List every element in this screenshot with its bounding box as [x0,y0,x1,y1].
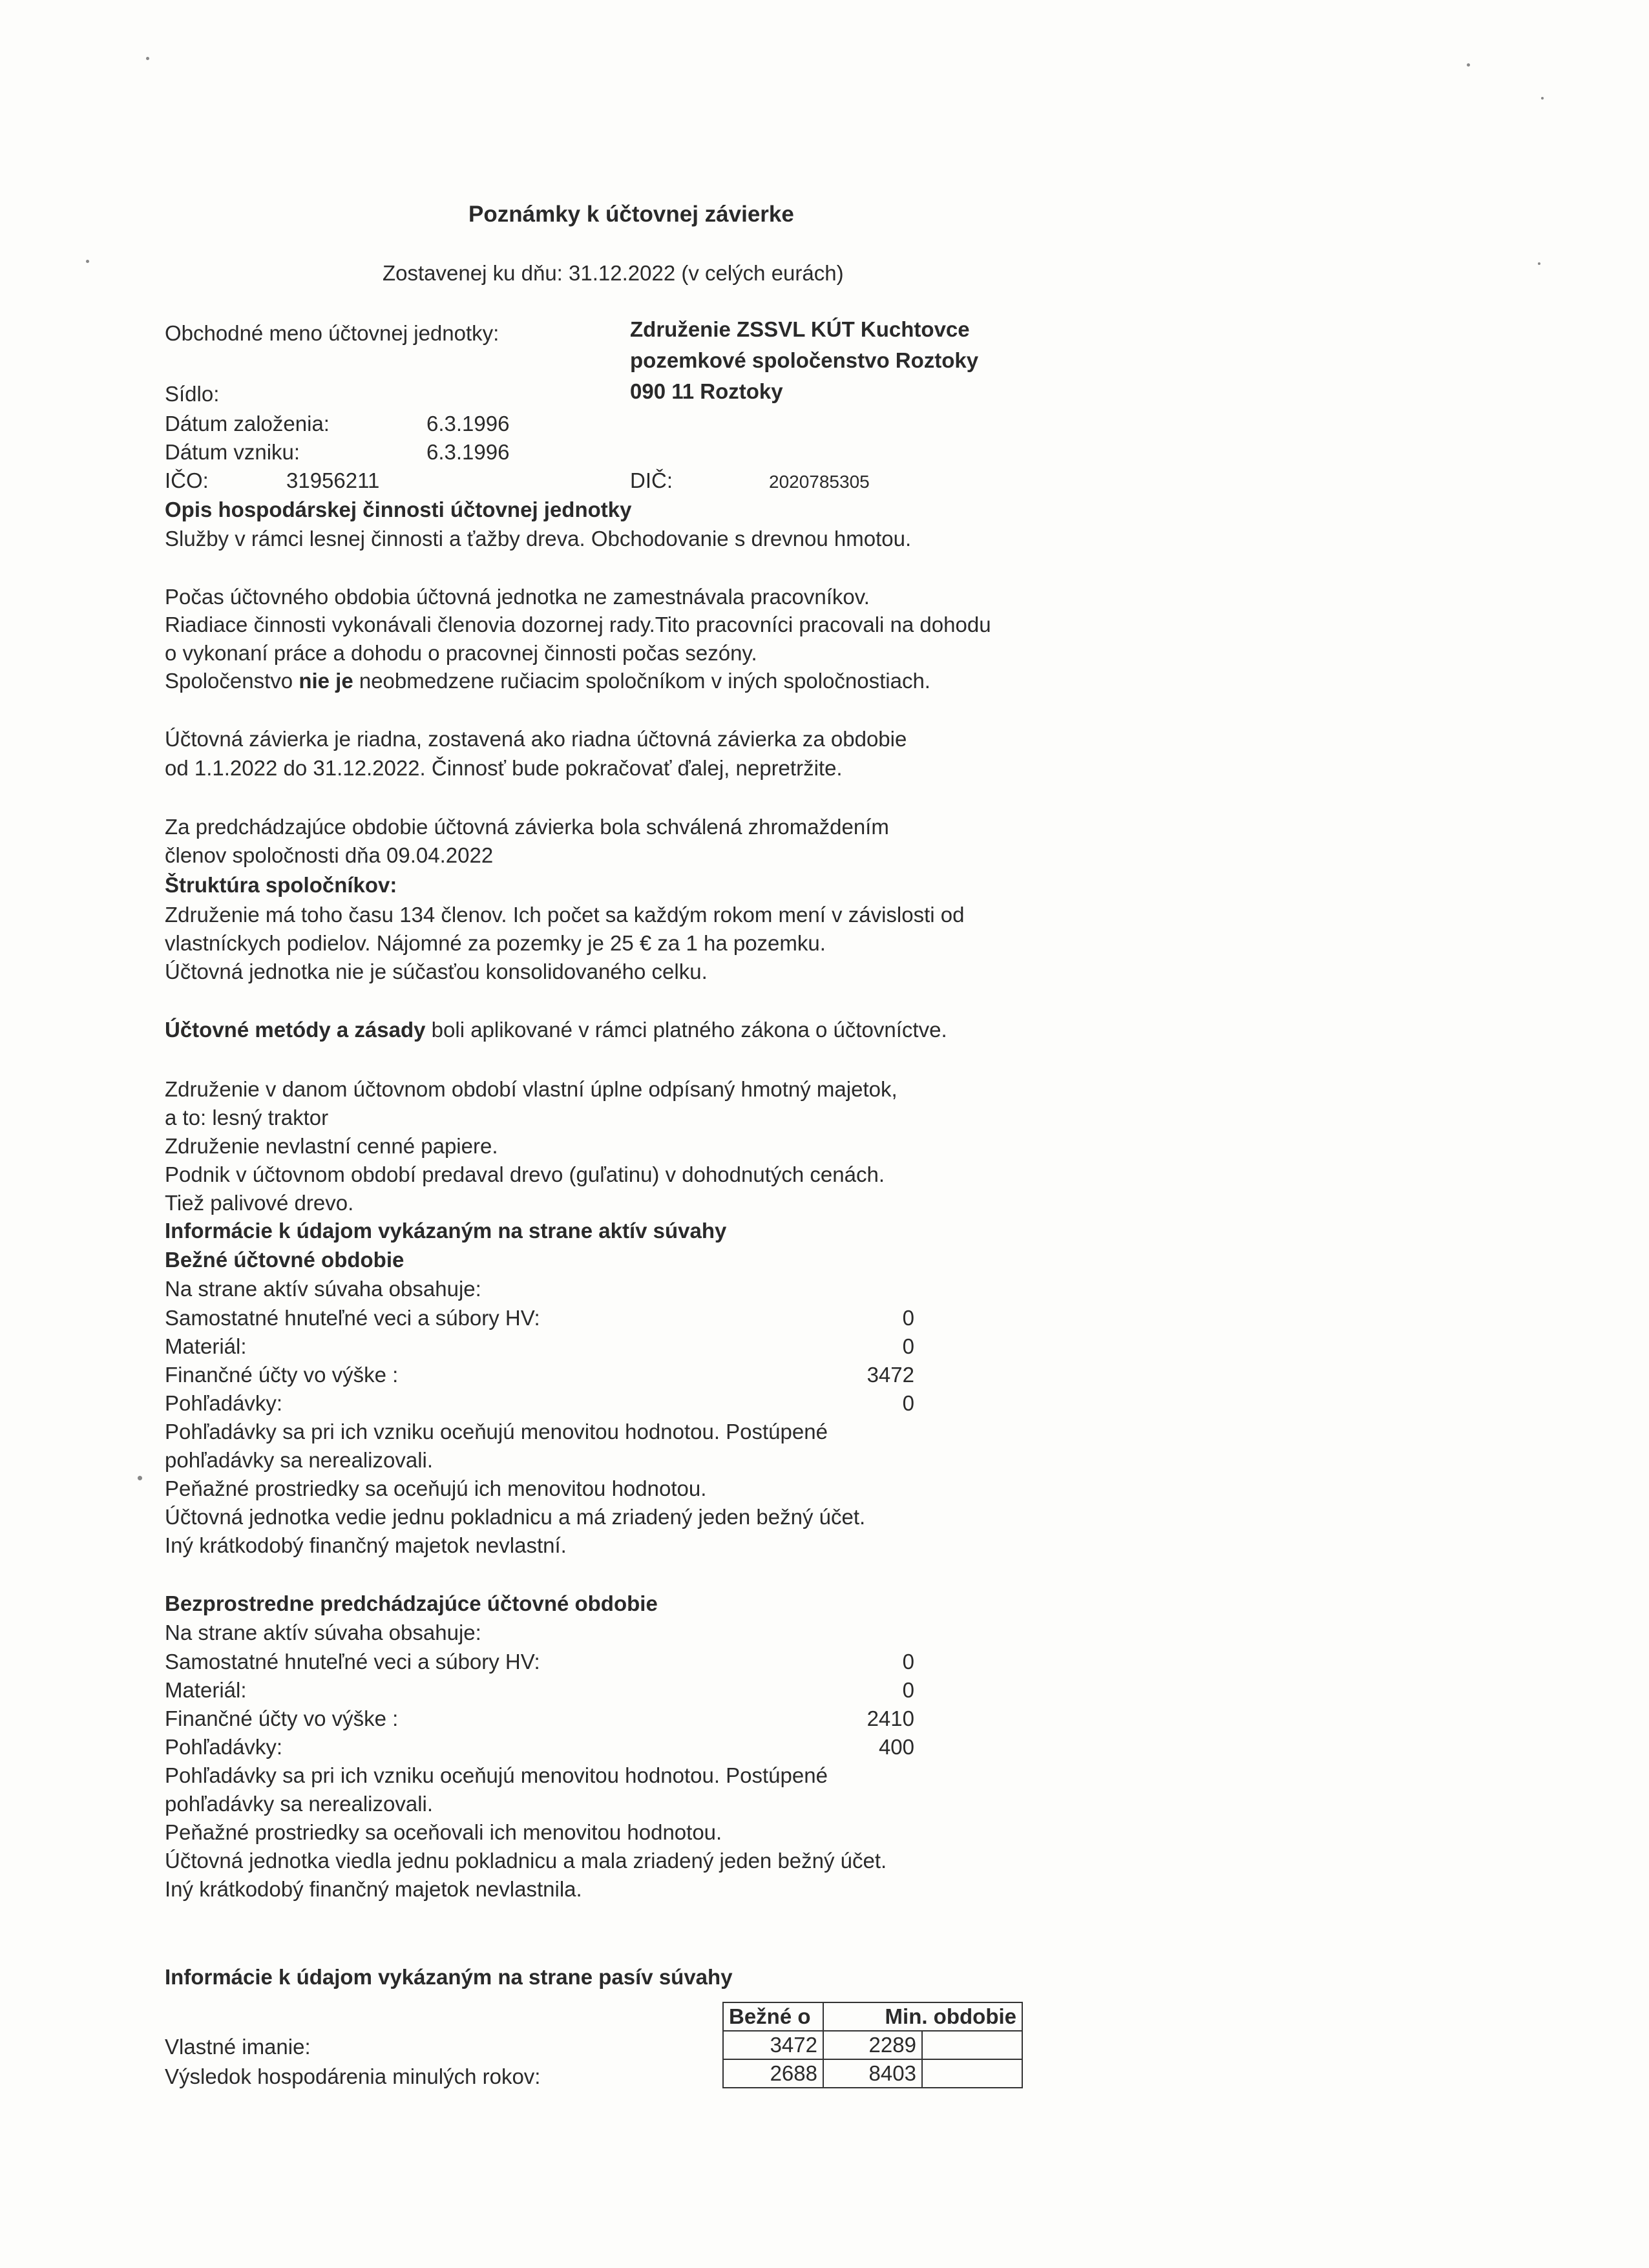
previous-row-label: Samostatné hnuteľné veci a súbory HV: [165,1650,540,1674]
previous-row-value: 0 [902,1650,914,1674]
passive-col-previous: Min. obdobie [823,2002,1022,2031]
previous-note: Iný krátkodobý finančný majetok nevlastnila. [165,1877,582,1901]
assets-text-line: Tiež palivové drevo. [165,1191,354,1215]
passive-col-current: Bežné o [723,2002,823,2031]
page-subtitle: Zostavenej ku dňu: 31.12.2022 (v celých eurách) [383,261,844,285]
current-intro: Na strane aktív súvaha obsahuje: [165,1277,481,1301]
previous-note: Pohľadávky sa pri ich vzniku oceňujú menovitou hodnotou. Postúpené [165,1763,828,1787]
assets-text-line: Združenie nevlastní cenné papiere. [165,1134,498,1158]
scan-speck [1467,63,1470,67]
seat-value: 090 11 Roztoky [630,379,783,403]
current-row-value: 3472 [867,1363,914,1387]
current-note: Účtovná jednotka vedie jednu pokladnicu a má zriadený jeden bežný účet. [165,1505,866,1529]
methods-rest: boli aplikované v rámci platného zákona o účtovníctve. [425,1018,947,1042]
previous-row-value: 0 [902,1678,914,1702]
company-name-line1: Združenie ZSSVL KÚT Kuchtovce [630,317,970,341]
closing-line: od 1.1.2022 do 31.12.2022. Činnosť bude pokračovať ďalej, nepretržite. [165,756,843,780]
assets-text-line: a to: lesný traktor [165,1106,329,1129]
created-value: 6.3.1996 [426,440,510,464]
previous-note: pohľadávky sa nerealizovali. [165,1792,434,1816]
scan-speck [138,1476,142,1480]
scan-speck [1541,97,1544,100]
current-row-value: 0 [902,1391,914,1415]
passive-heading: Informácie k údajom vykázaným na strane pasív súvahy [165,1965,733,1989]
founded-value: 6.3.1996 [426,412,510,436]
previous-note: Účtovná jednotka viedla jednu pokladnicu a mala zriadený jeden bežný účet. [165,1849,887,1873]
passive-table-header [723,2002,1022,2031]
methods-line [165,1017,947,1043]
passive-row-label: Vlastné imanie: [165,2035,311,2059]
previous-period-heading: Bezprostredne predchádzajúce účtovné obdobie [165,1591,658,1615]
approval-line: členov spoločnosti dňa 09.04.2022 [165,843,494,867]
previous-note: Peňažné prostriedky sa oceňovali ich menovitou hodnotou. [165,1820,722,1844]
passive-empty-cell [922,2031,1022,2059]
active-heading: Informácie k údajom vykázaným na strane aktív súvahy [165,1219,727,1243]
partners-line: Účtovná jednotka nie je súčasťou konsolidovaného celku. [165,960,708,983]
partners-heading: Štruktúra spoločníkov: [165,873,397,897]
methods-bold: Účtovné metódy a zásady [165,1018,426,1042]
current-row-label: Pohľadávky: [165,1391,283,1415]
previous-intro: Na strane aktív súvaha obsahuje: [165,1621,481,1644]
current-period-heading: Bežné účtovné obdobie [165,1248,404,1272]
previous-row-label: Pohľadávky: [165,1735,283,1759]
current-note: Peňažné prostriedky sa oceňujú ich menovitou hodnotou. [165,1476,707,1500]
passive-current-value: 2688 [723,2059,823,2088]
employees-line-partner-status [165,668,930,694]
table-row [723,2059,1022,2088]
employees-line: Riadiace činnosti vykonávali členovia dozornej rady.Tito pracovníci pracovali na dohodu [165,613,991,636]
partners-line: Združenie má toho času 134 členov. Ich počet sa každým rokom mení v závislosti od [165,903,965,927]
founded-label: Dátum založenia: [165,412,330,436]
page-title: Poznámky k účtovnej závierke [468,202,794,227]
passive-table [722,2002,1023,2088]
assets-text-line: Združenie v danom účtovnom období vlastní úplne odpísaný hmotný majetok, [165,1077,898,1101]
current-row-value: 0 [902,1306,914,1330]
employees-line: o vykonaní práce a dohodu o pracovnej činnosti počas sezóny. [165,641,757,665]
passive-current-value: 3472 [723,2031,823,2059]
previous-row-label: Finančné účty vo výške : [165,1706,399,1730]
activity-heading: Opis hospodárskej činnosti účtovnej jednotky [165,498,632,521]
partner-status-bold: nie je [299,669,353,693]
company-name-label: Obchodné meno účtovnej jednotky: [165,321,499,345]
current-row-label: Materiál: [165,1334,247,1358]
previous-row-value: 2410 [867,1706,914,1730]
closing-line: Účtovná závierka je riadna, zostavená ako riadna účtovná závierka za obdobie [165,727,907,751]
ico-label: IČO: [165,468,209,492]
current-note: Iný krátkodobý finančný majetok nevlastní. [165,1533,567,1557]
created-label: Dátum vzniku: [165,440,300,464]
passive-previous-value: 2289 [823,2031,922,2059]
partner-status-pre: Spoločenstvo [165,669,299,693]
current-note: Pohľadávky sa pri ich vzniku oceňujú menovitou hodnotou. Postúpené [165,1420,828,1444]
passive-previous-value: 8403 [823,2059,922,2088]
employees-line: Počas účtovného obdobia účtovná jednotka ne zamestnávala pracovníkov. [165,585,870,609]
activity-text: Služby v rámci lesnej činnosti a ťažby dreva. Obchodovanie s drevnou hmotou. [165,527,912,551]
seat-label: Sídlo: [165,382,220,406]
company-name-line2: pozemkové spoločenstvo Roztoky [630,348,979,372]
current-note: pohľadávky sa nerealizovali. [165,1448,434,1472]
partners-line: vlastníckych podielov. Nájomné za pozemky je 25 € za 1 ha pozemku. [165,931,826,955]
partner-status-post: neobmedzene ručiacim spoločníkom v iných spoločnostiach. [353,669,930,693]
dic-value: 2020785305 [769,472,870,492]
scan-speck [146,57,149,60]
assets-text-line: Podnik v účtovnom období predaval drevo (guľatinu) v dohodnutých cenách. [165,1162,885,1186]
previous-row-label: Materiál: [165,1678,247,1702]
dic-label: DIČ: [630,468,673,492]
current-row-label: Samostatné hnuteľné veci a súbory HV: [165,1306,540,1330]
ico-value: 31956211 [286,468,380,492]
approval-line: Za predchádzajúce obdobie účtovná závierka bola schválená zhromaždením [165,815,889,839]
scan-speck [1538,262,1540,265]
passive-row-label: Výsledok hospodárenia minulých rokov: [165,2064,541,2088]
table-row [723,2031,1022,2059]
current-row-value: 0 [902,1334,914,1358]
scan-speck [86,260,89,263]
current-row-label: Finančné účty vo výške : [165,1363,399,1387]
passive-empty-cell [922,2059,1022,2088]
previous-row-value: 400 [878,1735,914,1759]
